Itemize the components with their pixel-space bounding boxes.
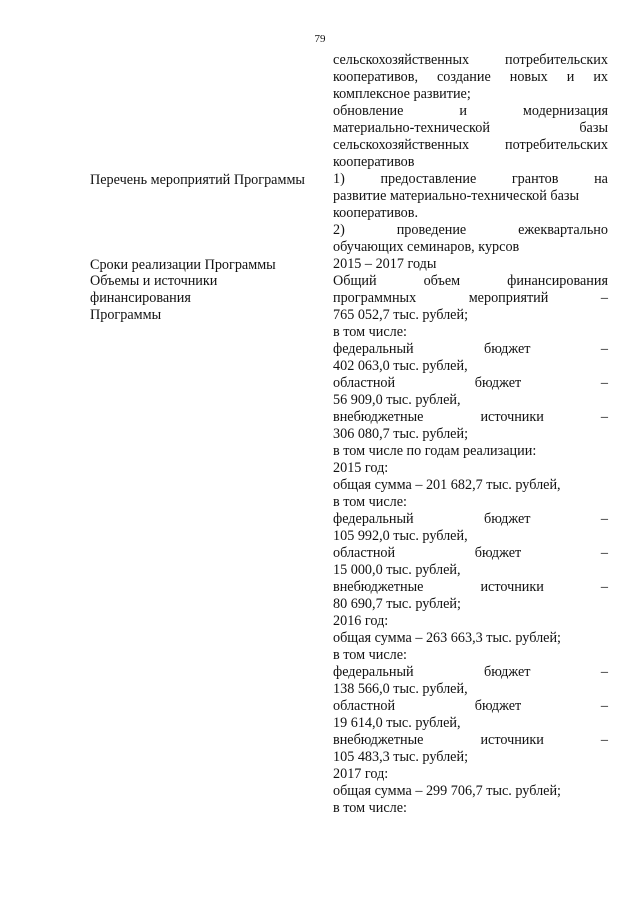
text-line — [333, 137, 608, 154]
text-word: 19 614,0 тыс. рублей, — [333, 715, 461, 731]
text-word: – — [600, 664, 608, 680]
text-word: кооперативов. — [333, 205, 419, 221]
text-line — [333, 664, 608, 681]
text-word: бюджет — [474, 545, 522, 561]
activities-label: Перечень мероприятий Программы — [90, 172, 305, 188]
text-line — [333, 154, 608, 171]
text-line — [333, 307, 608, 324]
text-word: 105 992,0 тыс. рублей, — [333, 528, 468, 544]
text-line — [333, 426, 608, 443]
text-word: областной — [333, 698, 396, 714]
text-line — [333, 596, 608, 613]
text-word: создание — [437, 69, 491, 85]
text-word: – — [600, 698, 608, 714]
text-line — [333, 443, 608, 460]
text-word: бюджет — [474, 698, 522, 714]
financing-label-line: Программы — [90, 307, 162, 323]
financing-label-line: финансирования — [90, 290, 191, 306]
text-line — [333, 171, 608, 188]
text-line — [333, 392, 608, 409]
text-line — [333, 800, 608, 817]
text-line — [333, 358, 608, 375]
text-word: кооперативов — [333, 154, 415, 170]
continuation-section — [0, 52, 640, 171]
text-word: общая сумма – 299 706,7 тыс. рублей; — [333, 783, 561, 799]
continuation-text — [333, 52, 608, 171]
text-word: – — [600, 732, 608, 748]
text-word: объем — [423, 273, 461, 289]
text-word: общая сумма – 201 682,7 тыс. рублей, — [333, 477, 561, 493]
text-word: – — [600, 409, 608, 425]
text-line — [333, 52, 608, 69]
text-word: внебюджетные — [333, 579, 424, 595]
text-word: – — [600, 375, 608, 391]
passport-table — [0, 52, 640, 817]
text-word: 15 000,0 тыс. рублей, — [333, 562, 461, 578]
text-line — [333, 715, 608, 732]
text-word: – — [600, 545, 608, 561]
text-word: областной — [333, 375, 396, 391]
text-line — [333, 375, 608, 392]
text-word: в том числе: — [333, 800, 407, 816]
text-line — [333, 460, 608, 477]
text-word: источники — [480, 579, 544, 595]
text-line — [333, 477, 608, 494]
text-line — [333, 647, 608, 664]
text-line — [333, 613, 608, 630]
text-word: сельскохозяйственных — [333, 137, 470, 153]
text-word: – — [600, 290, 608, 306]
text-word: – — [600, 341, 608, 357]
text-line — [333, 120, 608, 137]
text-word: 1) — [333, 171, 345, 187]
text-word: 2017 год: — [333, 766, 389, 782]
text-word: – — [600, 579, 608, 595]
text-word: бюджет — [484, 664, 531, 680]
financing-label-line: Объемы и источники — [90, 273, 218, 289]
text-line — [333, 579, 608, 596]
text-line — [333, 273, 608, 290]
activities-text — [333, 171, 608, 256]
text-word: бюджет — [484, 341, 531, 357]
text-word: 2) — [333, 222, 345, 238]
text-word: 306 080,7 тыс. рублей; — [333, 426, 469, 442]
activities-section — [0, 171, 640, 256]
text-word: комплексное развитие; — [333, 86, 471, 102]
text-line — [333, 783, 608, 800]
financing-label — [90, 273, 322, 324]
text-line — [333, 239, 608, 256]
text-word: общая сумма – 263 663,3 тыс. рублей; — [333, 630, 561, 646]
text-word: Общий — [333, 273, 377, 289]
text-line — [333, 494, 608, 511]
text-word: источники — [480, 732, 544, 748]
text-line — [333, 630, 608, 647]
text-word: на — [594, 171, 608, 187]
terms-label: Сроки реализации Программы — [90, 257, 276, 273]
text-word: материально-технической — [333, 120, 490, 136]
text-word: федеральный — [333, 341, 414, 357]
text-word: ежеквартально — [518, 222, 608, 238]
text-word: модернизация — [522, 103, 608, 119]
text-line — [333, 324, 608, 341]
text-word: мероприятий — [468, 290, 549, 306]
text-word: федеральный — [333, 664, 414, 680]
text-word: проведение — [396, 222, 467, 238]
text-word: в том числе: — [333, 647, 407, 663]
text-word: новых — [509, 69, 548, 85]
text-line — [333, 749, 608, 766]
text-line — [333, 409, 608, 426]
text-line — [333, 205, 608, 222]
text-word: сельскохозяйственных — [333, 52, 470, 68]
text-word: 105 483,3 тыс. рублей; — [333, 749, 469, 765]
text-word: федеральный — [333, 511, 414, 527]
text-word: программных — [333, 290, 417, 306]
text-line — [333, 528, 608, 545]
text-word: бюджет — [484, 511, 531, 527]
text-word: базы — [579, 120, 608, 136]
text-word: их — [593, 69, 608, 85]
text-word: развитие материально-технической базы — [333, 188, 580, 204]
text-word: обновление — [333, 103, 404, 119]
text-word: областной — [333, 545, 396, 561]
text-word: 765 052,7 тыс. рублей; — [333, 307, 469, 323]
text-word: 2016 год: — [333, 613, 389, 629]
financing-section — [0, 273, 640, 817]
text-line — [333, 732, 608, 749]
text-word: потребительских — [505, 52, 608, 68]
text-word: бюджет — [474, 375, 522, 391]
text-word: в том числе: — [333, 324, 407, 340]
page-number: 79 — [314, 33, 326, 45]
terms-section — [0, 256, 640, 273]
text-line — [333, 69, 608, 86]
text-word: и — [459, 103, 467, 119]
text-word: предоставление — [380, 171, 477, 187]
text-word: 80 690,7 тыс. рублей; — [333, 596, 461, 612]
text-line — [333, 103, 608, 120]
text-word: 138 566,0 тыс. рублей, — [333, 681, 468, 697]
terms-value: 2015 – 2017 годы — [333, 256, 437, 272]
text-word: внебюджетные — [333, 732, 424, 748]
text-line — [333, 511, 608, 528]
text-word: обучающих семинаров, курсов — [333, 239, 520, 255]
text-word: 402 063,0 тыс. рублей, — [333, 358, 468, 374]
terms-value-cell — [333, 256, 608, 273]
text-line — [333, 86, 608, 103]
text-word: грантов — [511, 171, 559, 187]
text-word: в том числе по годам реализации: — [333, 443, 537, 459]
text-word: потребительских — [505, 137, 608, 153]
text-word: и — [566, 69, 575, 85]
text-line — [333, 545, 608, 562]
text-line — [333, 681, 608, 698]
text-line — [333, 188, 608, 205]
text-word: – — [600, 511, 608, 527]
text-line — [333, 562, 608, 579]
text-word: 56 909,0 тыс. рублей, — [333, 392, 461, 408]
text-word: источники — [480, 409, 544, 425]
text-word: финансирования — [507, 273, 608, 289]
text-line — [333, 222, 608, 239]
text-word: в том числе: — [333, 494, 407, 510]
text-word: внебюджетные — [333, 409, 424, 425]
text-line — [333, 766, 608, 783]
text-line — [333, 698, 608, 715]
text-word: 2015 год: — [333, 460, 389, 476]
text-word: кооперативов, — [333, 69, 419, 85]
financing-text — [333, 273, 608, 817]
text-line — [333, 290, 608, 307]
text-line — [333, 341, 608, 358]
